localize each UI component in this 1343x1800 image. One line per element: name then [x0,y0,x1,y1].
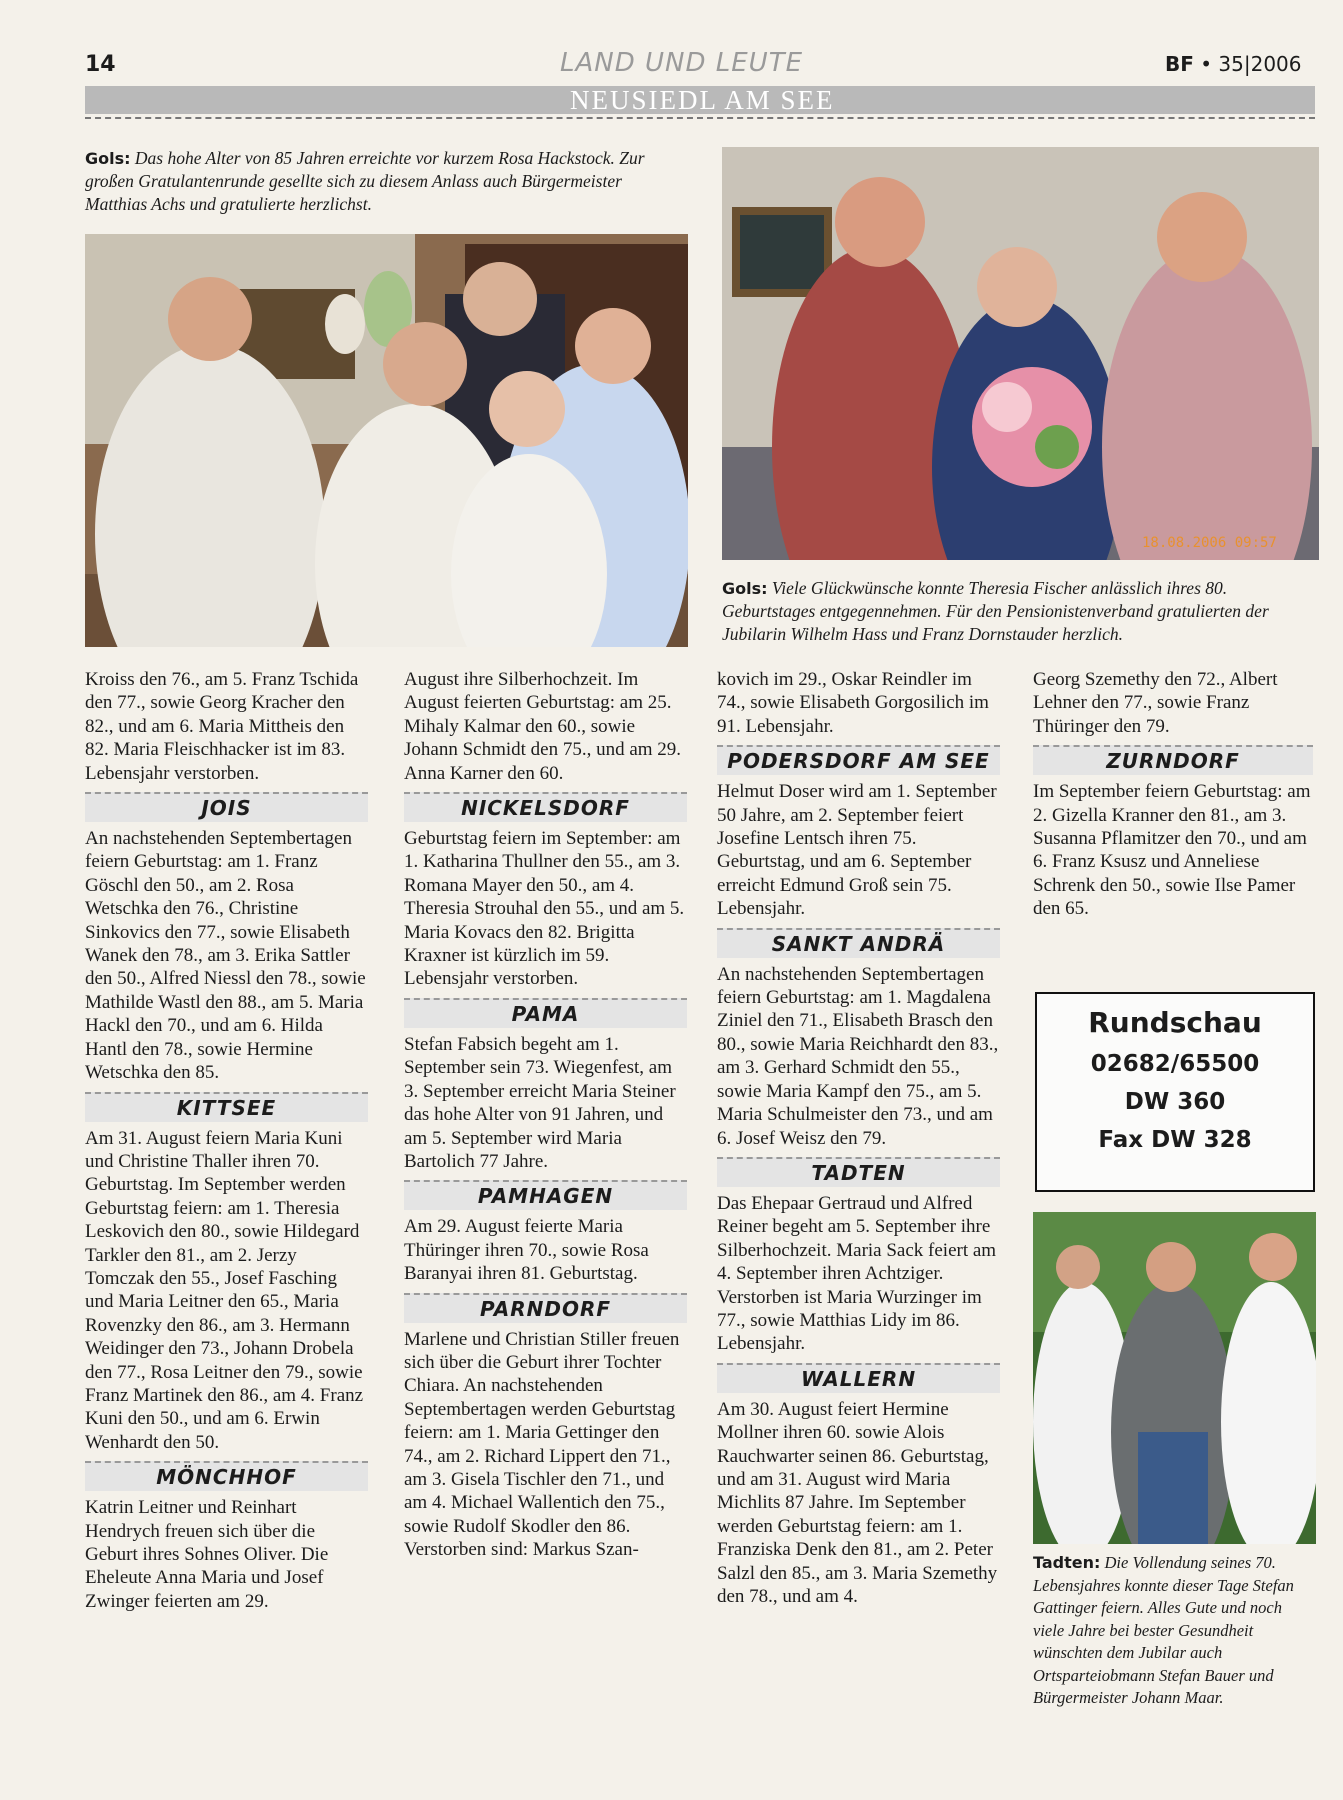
article-kittsee: Am 31. August feiern Maria Kuni und Christine Thaller ihren 70. Geburtstag. Im September werden Geburtstag feiern: am 1. Theresia Leskovich den 80., sowie Hildegard Tarkler den 81., am 2. Jerzy Tomczak den 55., Josef Fasching und Maria Leitner den 65., Maria Rovenzky den 86., am 3. Hermann Weidinger den 73., Johann Drobela den 77., Rosa Leitner den 79., sowie Franz Martinek den 86., am 4. Franz Kuni den 50., und am 6. Erwin Wenhardt den 50. [85,1127,364,1453]
page-number: 14 [85,52,116,77]
article-nickelsdorf: Geburtstag feiern im September: am 1. Katharina Thullner den 55., am 3. Romana Mayer den 50., am 4. Theresia Strouhal den 55., und am 5. Maria Kovacs den 82. Brigitta Kraxner ist kürzlich im 59. Lebensjahr verstorben. [404,828,685,990]
article-tadten: Das Ehepaar Gertraud und Alfred Reiner begeht am 5. September ihre Silberhochzeit. Maria Sack feiert am 4. September ihren Achtziger. Verstorben ist Maria Wurzinger im 77., sowie Matthias Lidy im 86. Lebensjahr. [717,1192,997,1355]
caption-tadten [1033,1552,1316,1710]
heading-jois: JOIS [85,792,368,822]
photo-gols-group [85,234,688,647]
article-text: Georg Szemethy den 72., Albert Lehner den 77., sowie Franz Thüringer den 79. [1033,669,1278,737]
ad-dw: DW 360 [1124,1089,1226,1115]
article-pama: Stefan Fabsich begeht am 1. September sein 73. Wiegenfest, am 3. September erreicht Maria Steiner das hohe Alter von 91 Jahren, und am 5. September wird Maria Bartolich 77 Jahre. [404,1033,676,1172]
caption-text: Viele Glückwünsche konnte Theresia Fischer anlässlich ihres 80. Geburtstages entgegennehmen. Für den Pensionistenverband gratulierten der Jubilarin Wilhelm Hass und Franz Dornstauder herzlich. [722,578,1269,644]
caption-text: Die Vollendung seines 70. Lebensjahres konnte dieser Tage Stefan Gattinger feiern. Alles Gute und noch viele Jahre bei bester Gesundheit wünschten dem Jubilar auch Ortsparteiobmann Stefan Bauer und Bürgermeister Johann Maar. [1033,1553,1294,1707]
heading-pamhagen: PAMHAGEN [404,1180,687,1210]
region-banner [85,86,1315,114]
photo-gols-fischer [722,147,1319,560]
column-4 [1033,668,1313,921]
caption-text: Das hohe Alter von 85 Jahren erreichte vor kurzem Rosa Hackstock. Zur großen Gratulantenrunde gesellte sich zu diesem Anlass auch Bürgermeister Matthias Achs und gratulierte herzlichst. [85,148,645,214]
ad-phone: 02682/65500 [1090,1051,1260,1077]
article-wallern: Am 30. August feiert Hermine Mollner ihren 60. sowie Alois Rauchwarter seinen 86. Geburtstag, und am 31. August wird Maria Michlits 87 Jahre. Im September werden Geburtstag feiern: am 1. Franziska Denk den 81., am 2. Peter Salzl den 85., am 3. Maria Szemethy den 78., und am 4. [717,1398,998,1607]
photo-gols-group-image [85,234,688,647]
caption-gols-1 [85,147,680,216]
section-title: LAND UND LEUTE [560,48,804,78]
article-pamhagen: Am 29. August feierte Maria Thüringer ihren 70., sowie Rosa Baranyai ihren 81. Geburtstag. [404,1216,649,1285]
heading-moenchhof: MÖNCHHOF [85,1461,368,1491]
article-text: August ihre Silberhochzeit. Im August feierten Geburtstag: am 25. Mihaly Kalmar den 60., sowie Johann Schmidt den 75., und am 29. Anna Karner den 60. [404,669,682,784]
photo-gols-fischer-image [722,147,1319,560]
heading-tadten: TADTEN [717,1157,1000,1187]
article-text: Kroiss den 76., am 5. Franz Tschida den 77., sowie Georg Kracher den 82., und am 6. Maria Mittheis den 82. Maria Fleischhacker ist im 83. Lebensjahr verstorben. [85,669,359,784]
photo-timestamp: 18.08.2006 09:57 [1142,535,1277,551]
column-2 [404,668,687,1562]
article-podersdorf: Helmut Doser wird am 1. September 50 Jahre, am 2. September feiert Josefine Lentsch ihren 75. Geburtstag, und am 6. September erreicht Edmund Groß sein 75. Lebensjahr. [717,781,997,920]
issue-number: • 35|2006 [1200,52,1302,76]
heading-parndorf: PARNDORF [404,1293,687,1323]
caption-gols-2 [722,577,1317,646]
rundschau-contact-box [1035,992,1315,1192]
ad-fax: Fax DW 328 [1098,1127,1252,1153]
caption-place: Tadten: [1033,1553,1101,1572]
article-jois: An nachstehenden Septembertagen feiern Geburtstag: am 1. Franz Göschl den 50., am 2. Rosa Wetschka den 76., Christine Sinkovics den 77., sowie Elisabeth Wanek den 78., am 3. Erika Sattler den 50., Alfred Niessl den 78., sowie Mathilde Wastl den 88., am 5. Maria Hackl den 70., und am 6. Hilda Hantl den 78., sowie Hermine Wetschka den 85. [85,828,366,1084]
publication-name: BF [1165,52,1194,76]
region-title: NEUSIEDL AM SEE [570,85,835,115]
article-moenchhof: Katrin Leitner und Reinhart Hendrych freuen sich über die Geburt ihres Sohnes Oliver. Die Eheleute Anna Maria und Josef Zwinger feierten am 29. [85,1497,329,1612]
photo-tadten-image [1033,1212,1316,1544]
issue-info [1165,52,1302,76]
heading-podersdorf: PODERSDORF AM SEE [717,745,1000,775]
article-zurndorf: Im September feiern Geburtstag: am 2. Gizella Kranner den 81., am 3. Susanna Pflamitzer den 70., und am 6. Franz Ksusz und Anneliese Schrenk den 50., sowie Ilse Pamer den 65. [1033,781,1311,920]
heading-pama: PAMA [404,998,687,1028]
column-1 [85,668,368,1613]
photo-tadten [1033,1212,1316,1544]
heading-nickelsdorf: NICKELSDORF [404,792,687,822]
article-parndorf: Marlene und Christian Stiller freuen sich über die Geburt ihrer Tochter Chiara. An nachstehenden Septembertagen werden Geburtstag feiern: am 1. Maria Gettinger den 74., am 2. Richard Lippert den 71., am 3. Gisela Tischler den 71., und am 4. Michael Wallentich den 75., sowie Rudolf Skodler den 86. Verstorben sind: Markus Szan- [404,1328,680,1561]
heading-kittsee: KITTSEE [85,1092,368,1122]
ad-title: Rundschau [1088,1006,1262,1039]
caption-place: Gols: [85,149,131,168]
header-divider [85,117,1315,119]
article-text: kovich im 29., Oskar Reindler im 74., sowie Elisabeth Gorgosilich im 91. Lebensjahr. [717,669,989,737]
heading-sankt-andrae: SANKT ANDRÄ [717,928,1000,958]
column-3 [717,668,1000,1608]
article-sankt-andrae: An nachstehenden Septembertagen feiern Geburtstag: am 1. Magdalena Ziniel den 71., Elisabeth Brasch den 80., sowie Maria Reichhardt den 83., am 3. Gerhard Schmidt den 55., sowie Maria Kampf den 75., am 5. Maria Schulmeister den 73., und am 6. Josef Weisz den 79. [717,963,999,1149]
heading-zurndorf: ZURNDORF [1033,745,1313,775]
caption-place: Gols: [722,579,768,598]
heading-wallern: WALLERN [717,1363,1000,1393]
